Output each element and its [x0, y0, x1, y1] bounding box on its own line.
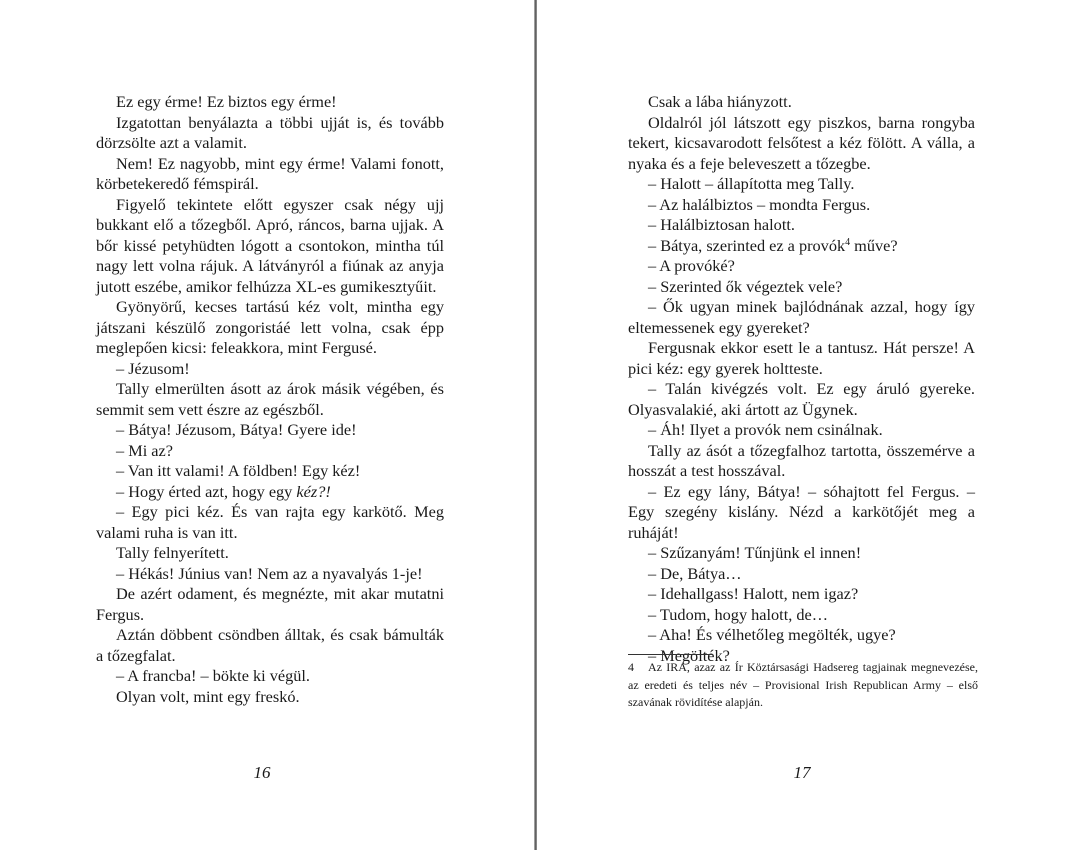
italic-emphasis: kéz?!	[296, 481, 331, 501]
dialogue-line: – Egy pici kéz. És van rajta egy karkötő. Meg valami ruha is van itt.	[96, 502, 444, 542]
right-page-body	[628, 92, 975, 666]
paragraph: Tally az ásót a tőzegfalhoz tartotta, összemérve a hosszát a test hosszával.	[628, 440, 975, 480]
paragraph: Izgatottan benyálazta a többi ujját is, és tovább dörzsölte azt a valamit.	[96, 112, 444, 152]
paragraph: Figyelő tekintete előtt egyszer csak négy ujj bukkant elő a tőzegből. Apró, ráncos, barna ujjak. A bőr kissé petyhüdten lógott a csontokon, mintha túl nagy lett volna rájuk. A látványról a fiúnak az anyja jutott eszébe, amikor felhúzza XL-es gumikesztyűit.	[96, 194, 444, 296]
dialogue-text: – Bátya, szerinted ez a provók	[648, 235, 846, 255]
dialogue-line: – Tudom, hogy halott, de…	[648, 604, 829, 624]
dialogue-line: – A provóké?	[648, 256, 735, 275]
footnote-marker: 4	[845, 236, 851, 248]
dialogue-line: – Bátya! Jézusom, Bátya! Gyere ide!	[116, 420, 357, 439]
dialogue-line: – Az halálbiztos – mondta Fergus.	[648, 194, 871, 214]
paragraph: Fergusnak ekkor esett le a tantusz. Hát persze! A pici kéz: egy gyerek holtteste.	[628, 338, 975, 378]
footnote	[628, 659, 978, 712]
page-number: 17	[793, 763, 811, 782]
dialogue-line	[628, 236, 975, 257]
dialogue-line: – Szerinted ők végeztek vele?	[648, 276, 843, 296]
dialogue-text: műve?	[850, 235, 898, 255]
paragraph: Aztán döbbent csöndben álltak, és csak bámulták a tőzegfalat.	[96, 625, 444, 665]
footnote-text: Az IRA, azaz az Ír Köztársasági Hadsereg tagjainak megnevezése, az eredeti és teljes név – Provisional Irish Republican Army – első szavának rövidítése alapján.	[628, 660, 978, 709]
left-page-body	[96, 92, 444, 707]
dialogue-line: – Talán kivégzés volt. Ez egy áruló gyereke. Olyasvalakié, aki ártott az Ügynek.	[628, 379, 975, 419]
dialogue-line: – Aha! És vélhetőleg megölték, ugye?	[648, 625, 896, 644]
dialogue-line: – Ők ugyan minek bajlódnának azzal, hogy így eltemessenek egy gyereket?	[628, 297, 975, 337]
page-number: 16	[253, 763, 271, 782]
right-page	[538, 0, 1072, 850]
paragraph: Tally felnyerített.	[116, 543, 229, 562]
paragraph: Gyönyörű, kecses tartású kéz volt, mintha egy játszani készülő zongoristáé lett volna, csak épp meglepően kicsi: feleakkora, mint Fergusé.	[96, 297, 444, 357]
dialogue-line: – De, Bátya…	[648, 563, 742, 583]
dialogue-line: – Áh! Ilyet a provók nem csinálnak.	[648, 420, 883, 439]
dialogue-line: – Jézusom!	[116, 358, 190, 378]
dialogue-line: – Halálbiztosan halott.	[648, 215, 795, 234]
dialogue-line: – Van itt valami! A földben! Egy kéz!	[116, 461, 361, 480]
paragraph: Csak a lába hiányzott.	[648, 92, 792, 111]
footnote-rule	[628, 654, 712, 655]
footnote-number: 4	[628, 660, 634, 674]
paragraph: Oldalról jól látszott egy piszkos, barna rongyba tekert, kicsavarodott felsőtest a kéz fölött. A válla, a nyaka és a feje beleveszett a tőzegbe.	[628, 112, 975, 173]
dialogue-line: – Hékás! Június van! Nem az a nyavalyás 1-je!	[116, 563, 423, 583]
dialogue-line: – A francba! – bökte ki végül.	[116, 666, 310, 685]
paragraph: Nem! Ez nagyobb, mint egy érme! Valami fonott, körbetekeredő fémspirál.	[96, 153, 444, 193]
left-page	[0, 0, 534, 850]
book-gutter	[534, 0, 537, 850]
paragraph: Ez egy érme! Ez biztos egy érme!	[116, 92, 337, 111]
dialogue-line: – Halott – állapította meg Tally.	[648, 174, 855, 193]
dialogue-line: – Szűzanyám! Tűnjünk el innen!	[648, 543, 862, 562]
paragraph: De azért odament, és megnézte, mit akar mutatni Fergus.	[96, 584, 444, 624]
dialogue-line: – Megölték?	[648, 645, 730, 665]
dialogue-line: – Ez egy lány, Bátya! – sóhajtott fel Fergus. – Egy szegény kislány. Nézd a karkötőjét meg a ruháját!	[628, 481, 975, 542]
dialogue-line: – Idehallgass! Halott, nem igaz?	[648, 584, 859, 603]
dialogue-line	[96, 482, 444, 503]
dialogue-text: – Hogy érted azt, hogy egy	[116, 481, 297, 501]
dialogue-line: – Mi az?	[116, 440, 173, 460]
paragraph: Tally elmerülten ásott az árok másik végében, és semmit sem vett észre az egészből.	[96, 379, 444, 419]
paragraph: Olyan volt, mint egy freskó.	[116, 686, 300, 706]
